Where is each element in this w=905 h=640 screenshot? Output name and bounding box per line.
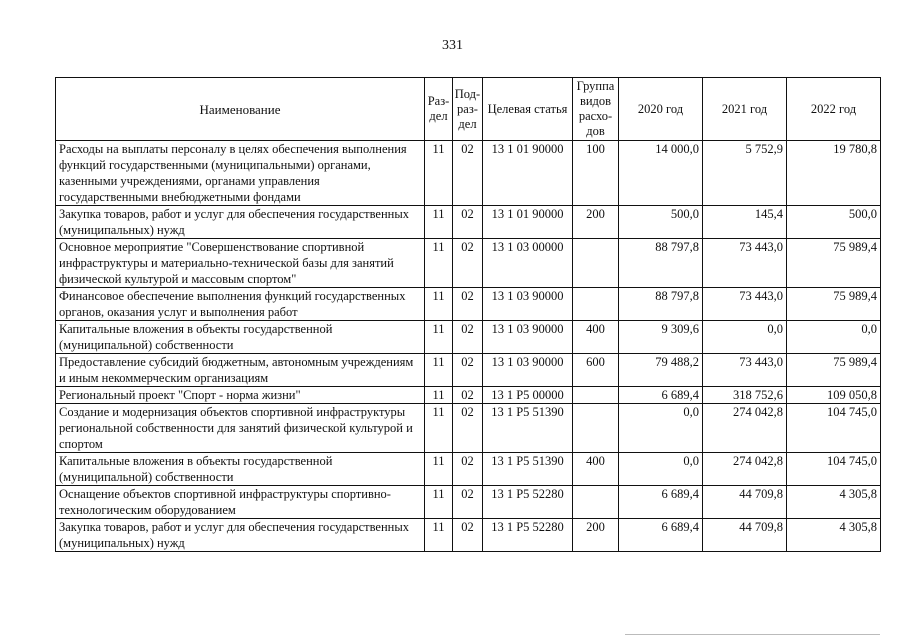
row-subsection: 02 — [453, 519, 483, 552]
row-section: 11 — [425, 453, 453, 486]
row-name: Финансовое обеспечение выполнения функций государственных органов, оказания услуг и выполнения работ — [56, 288, 425, 321]
page-number: 331 — [442, 38, 463, 53]
row-group: 400 — [573, 321, 619, 354]
row-2022: 4 305,8 — [787, 519, 881, 552]
row-2022: 19 780,8 — [787, 141, 881, 206]
row-target: 13 1 03 00000 — [483, 239, 573, 288]
row-name: Основное мероприятие "Совершенствование спортивной инфраструктуры и материально-технической базы для занятий физической культурой и массовым спортом" — [56, 239, 425, 288]
row-name: Расходы на выплаты персоналу в целях обеспечения выполнения функций государственными (муниципальными) органами, казенными учреждениями, органами управления государственными внебюджетными фондами — [56, 141, 425, 206]
row-2020: 88 797,8 — [619, 239, 703, 288]
table-row — [56, 206, 881, 239]
header-2020: 2020 год — [619, 78, 703, 141]
row-group — [573, 387, 619, 404]
row-2020: 6 689,4 — [619, 519, 703, 552]
row-group: 200 — [573, 519, 619, 552]
row-target: 13 1 Р5 51390 — [483, 453, 573, 486]
row-target: 13 1 Р5 52280 — [483, 519, 573, 552]
row-2021: 274 042,8 — [703, 404, 787, 453]
row-subsection: 02 — [453, 354, 483, 387]
row-2021: 5 752,9 — [703, 141, 787, 206]
row-section: 11 — [425, 519, 453, 552]
row-section: 11 — [425, 321, 453, 354]
row-2022: 75 989,4 — [787, 288, 881, 321]
row-target: 13 1 01 90000 — [483, 206, 573, 239]
row-2020: 14 000,0 — [619, 141, 703, 206]
table-row — [56, 453, 881, 486]
row-2020: 79 488,2 — [619, 354, 703, 387]
row-name: Капитальные вложения в объекты государственной (муниципальной) собственности — [56, 453, 425, 486]
table-row — [56, 519, 881, 552]
table-row — [56, 486, 881, 519]
row-group — [573, 404, 619, 453]
row-2021: 274 042,8 — [703, 453, 787, 486]
row-group — [573, 239, 619, 288]
row-name: Закупка товаров, работ и услуг для обеспечения государственных (муниципальных) нужд — [56, 519, 425, 552]
row-subsection: 02 — [453, 453, 483, 486]
row-name: Создание и модернизация объектов спортивной инфраструктуры региональной собственности для занятий физической культурой и спортом — [56, 404, 425, 453]
row-group — [573, 486, 619, 519]
row-2022: 104 745,0 — [787, 404, 881, 453]
budget-table — [55, 77, 881, 552]
row-subsection: 02 — [453, 239, 483, 288]
row-2021: 73 443,0 — [703, 239, 787, 288]
row-2020: 6 689,4 — [619, 387, 703, 404]
row-section: 11 — [425, 354, 453, 387]
row-subsection: 02 — [453, 288, 483, 321]
header-group: Группа видов расхо-дов — [573, 78, 619, 141]
row-section: 11 — [425, 206, 453, 239]
row-name: Региональный проект "Спорт - норма жизни" — [56, 387, 425, 404]
row-2022: 500,0 — [787, 206, 881, 239]
row-group: 200 — [573, 206, 619, 239]
row-target: 13 1 03 90000 — [483, 288, 573, 321]
row-group: 600 — [573, 354, 619, 387]
row-name: Оснащение объектов спортивной инфраструктуры спортивно-технологическим оборудованием — [56, 486, 425, 519]
row-section: 11 — [425, 239, 453, 288]
row-subsection: 02 — [453, 387, 483, 404]
row-target: 13 1 Р5 51390 — [483, 404, 573, 453]
row-2021: 44 709,8 — [703, 519, 787, 552]
page-bottom-rule — [625, 634, 880, 635]
row-section: 11 — [425, 288, 453, 321]
row-group: 100 — [573, 141, 619, 206]
table-row — [56, 404, 881, 453]
row-target: 13 1 01 90000 — [483, 141, 573, 206]
table-row — [56, 239, 881, 288]
row-subsection: 02 — [453, 404, 483, 453]
row-2021: 318 752,6 — [703, 387, 787, 404]
row-2022: 109 050,8 — [787, 387, 881, 404]
row-2021: 73 443,0 — [703, 288, 787, 321]
header-target: Целевая статья — [483, 78, 573, 141]
table-row — [56, 288, 881, 321]
row-name: Закупка товаров, работ и услуг для обеспечения государственных (муниципальных) нужд — [56, 206, 425, 239]
row-group: 400 — [573, 453, 619, 486]
header-subsection: Под-раз-дел — [453, 78, 483, 141]
header-section: Раз-дел — [425, 78, 453, 141]
row-2021: 73 443,0 — [703, 354, 787, 387]
row-group — [573, 288, 619, 321]
row-subsection: 02 — [453, 206, 483, 239]
row-2022: 75 989,4 — [787, 354, 881, 387]
table-row — [56, 387, 881, 404]
row-target: 13 1 03 90000 — [483, 321, 573, 354]
header-2021: 2021 год — [703, 78, 787, 141]
row-target: 13 1 Р5 52280 — [483, 486, 573, 519]
row-2021: 145,4 — [703, 206, 787, 239]
table-header-row — [56, 78, 881, 141]
row-2022: 104 745,0 — [787, 453, 881, 486]
row-name: Предоставление субсидий бюджетным, автономным учреждениям и иным некоммерческим организациям — [56, 354, 425, 387]
header-2022: 2022 год — [787, 78, 881, 141]
header-name: Наименование — [56, 78, 425, 141]
row-2022: 4 305,8 — [787, 486, 881, 519]
row-2020: 88 797,8 — [619, 288, 703, 321]
row-2021: 44 709,8 — [703, 486, 787, 519]
row-section: 11 — [425, 141, 453, 206]
row-subsection: 02 — [453, 141, 483, 206]
row-name: Капитальные вложения в объекты государственной (муниципальной) собственности — [56, 321, 425, 354]
row-2020: 6 689,4 — [619, 486, 703, 519]
row-section: 11 — [425, 486, 453, 519]
table-row — [56, 141, 881, 206]
row-2022: 0,0 — [787, 321, 881, 354]
table-row — [56, 321, 881, 354]
table-row — [56, 354, 881, 387]
row-2020: 0,0 — [619, 404, 703, 453]
row-subsection: 02 — [453, 321, 483, 354]
row-section: 11 — [425, 404, 453, 453]
row-2020: 500,0 — [619, 206, 703, 239]
row-2020: 0,0 — [619, 453, 703, 486]
row-target: 13 1 03 90000 — [483, 354, 573, 387]
row-section: 11 — [425, 387, 453, 404]
row-2021: 0,0 — [703, 321, 787, 354]
row-2020: 9 309,6 — [619, 321, 703, 354]
row-subsection: 02 — [453, 486, 483, 519]
row-2022: 75 989,4 — [787, 239, 881, 288]
row-target: 13 1 Р5 00000 — [483, 387, 573, 404]
